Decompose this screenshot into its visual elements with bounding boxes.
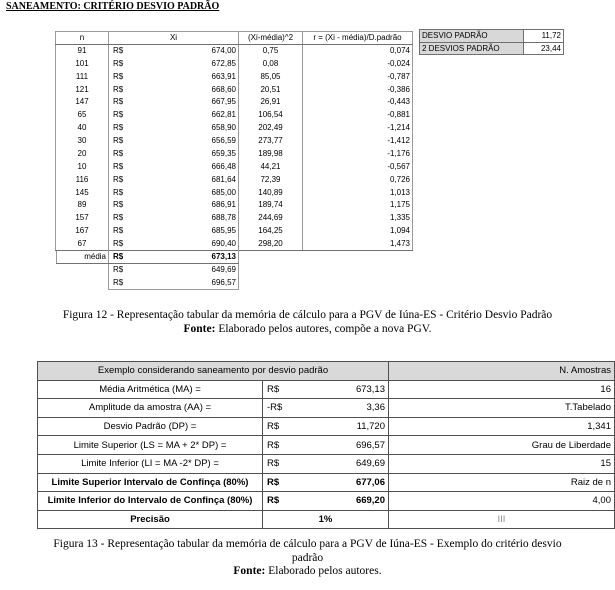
row-xi-value: 656,59 — [139, 135, 239, 148]
mean-row — [57, 251, 239, 264]
table-row — [56, 83, 413, 96]
row-r-value: 1,175 — [303, 199, 413, 212]
row-squared-diff: 106,54 — [239, 109, 303, 122]
row-xi-value: 690,40 — [139, 238, 239, 251]
row-n: 67 — [56, 238, 109, 251]
row-currency: R$ — [109, 199, 139, 212]
example-row — [38, 454, 615, 473]
header-n: n — [56, 32, 109, 45]
example-row-value: 677,06 — [293, 473, 389, 492]
row-r-value: -0,024 — [303, 57, 413, 70]
row-currency: R$ — [109, 160, 139, 173]
row-xi-value: 663,91 — [139, 70, 239, 83]
example-header-samples: N. Amostras — [389, 362, 615, 381]
example-row — [38, 473, 615, 492]
row-r-value: -1,412 — [303, 135, 413, 148]
table-row — [56, 96, 413, 109]
figure-13-source — [0, 565, 615, 579]
row-xi-value: 667,95 — [139, 96, 239, 109]
figure-13-title: Figura 13 - Representação tabular da memória de cálculo para a PGV de Iúna-ES - Exemplo do critério desvio — [53, 538, 562, 550]
row-xi-value: 658,90 — [139, 122, 239, 135]
row-currency: R$ — [109, 225, 139, 238]
lower-limit-currency: R$ — [109, 264, 139, 277]
figure-13-title-cont: padrão — [291, 551, 324, 564]
upper-limit-currency: R$ — [109, 276, 139, 289]
row-xi-value: 688,78 — [139, 212, 239, 225]
example-row — [38, 492, 615, 511]
row-squared-diff: 140,89 — [239, 186, 303, 199]
deviation-calc-table — [55, 31, 413, 251]
example-row-label: Desvio Padrão (DP) = — [38, 417, 263, 436]
example-header-title: Exemplo considerando saneamento por desvio padrão — [38, 362, 389, 381]
row-xi-value: 672,85 — [139, 57, 239, 70]
two-std-dev-label: 2 DESVIOS PADRÃO — [420, 42, 524, 55]
example-row-side: Grau de Liberdade — [389, 436, 615, 455]
table-row — [56, 199, 413, 212]
row-currency: R$ — [109, 212, 139, 225]
example-row-value: 669,20 — [293, 492, 389, 511]
row-currency: R$ — [109, 135, 139, 148]
row-currency: R$ — [109, 238, 139, 251]
row-r-value: 0,074 — [303, 45, 413, 58]
precision-label: Precisão — [38, 510, 263, 529]
example-row — [38, 380, 615, 399]
figure-12-caption — [0, 309, 615, 336]
row-n: 91 — [56, 45, 109, 58]
example-row-side: Raiz de n — [389, 473, 615, 492]
row-squared-diff: 72,39 — [239, 173, 303, 186]
table-row — [56, 225, 413, 238]
row-squared-diff: 298,20 — [239, 238, 303, 251]
example-row — [38, 436, 615, 455]
figure-12-title: Figura 12 - Representação tabular da memória de cálculo para a PGV de Iúna-ES - Critério Desvio Padrão — [62, 309, 553, 321]
mean-label: média — [57, 251, 109, 264]
row-squared-diff: 85,05 — [239, 70, 303, 83]
row-n: 89 — [56, 199, 109, 212]
row-n: 111 — [56, 70, 109, 83]
row-squared-diff: 44,21 — [239, 160, 303, 173]
row-n: 145 — [56, 186, 109, 199]
header-xi: Xi — [109, 32, 239, 45]
example-row-label: Limite Inferior do Intervalo de Confinça (80%) — [38, 492, 263, 511]
row-r-value: -0,443 — [303, 96, 413, 109]
upper-limit-row — [57, 276, 239, 289]
figure-12-source — [0, 323, 615, 337]
row-r-value: -0,386 — [303, 83, 413, 96]
table-row — [56, 212, 413, 225]
row-xi-value: 666,48 — [139, 160, 239, 173]
row-xi-value: 685,00 — [139, 186, 239, 199]
table-row — [56, 238, 413, 251]
example-row-side: T.Tabelado — [389, 399, 615, 418]
example-header-row — [38, 362, 615, 381]
figure-13-caption — [0, 538, 615, 579]
std-dev-label: DESVIO PADRÃO — [420, 30, 524, 43]
row-currency: R$ — [109, 45, 139, 58]
row-r-value: -0,787 — [303, 70, 413, 83]
example-row-currency: R$ — [263, 454, 293, 473]
row-n: 20 — [56, 148, 109, 161]
row-squared-diff: 26,91 — [239, 96, 303, 109]
table-row — [56, 160, 413, 173]
table-row — [56, 148, 413, 161]
table-row — [56, 70, 413, 83]
row-currency: R$ — [109, 57, 139, 70]
row-n: 65 — [56, 109, 109, 122]
mean-value: 673,13 — [139, 251, 239, 264]
row-currency: R$ — [109, 109, 139, 122]
two-std-dev-value: 23,44 — [524, 42, 564, 55]
row-squared-diff: 189,74 — [239, 199, 303, 212]
example-row — [38, 399, 615, 418]
row-n: 157 — [56, 212, 109, 225]
row-currency: R$ — [109, 70, 139, 83]
mean-currency: R$ — [109, 251, 139, 264]
example-row-side: 4,00 — [389, 492, 615, 511]
row-xi-value: 681,64 — [139, 173, 239, 186]
header-squared-diff: (Xi-média)^2 — [239, 32, 303, 45]
example-row-currency: R$ — [263, 436, 293, 455]
example-row-side: 1,341 — [389, 417, 615, 436]
row-n: 101 — [56, 57, 109, 70]
row-xi-value: 674,00 — [139, 45, 239, 58]
example-row-currency: R$ — [263, 380, 293, 399]
example-row-currency: R$ — [263, 492, 293, 511]
example-row-label: Amplitude da amostra (AA) = — [38, 399, 263, 418]
row-squared-diff: 20,51 — [239, 83, 303, 96]
deviation-box — [419, 29, 564, 55]
example-row-currency: R$ — [263, 473, 293, 492]
figure-13-source-label: Fonte: — [233, 565, 266, 577]
figure-13-source-text: Elaborado pelos autores. — [265, 565, 382, 577]
example-row-label: Limite Inferior (LI = MA -2* DP) = — [38, 454, 263, 473]
row-squared-diff: 189,98 — [239, 148, 303, 161]
table-header-row — [56, 32, 413, 45]
row-squared-diff: 0,75 — [239, 45, 303, 58]
row-xi-value: 659,35 — [139, 148, 239, 161]
table-row — [56, 109, 413, 122]
example-row-value: 649,69 — [293, 454, 389, 473]
section-title: SANEAMENTO: CRITÉRIO DESVIO PADRÃO — [6, 1, 220, 12]
header-r: r = (Xi - média)/D.padrão — [303, 32, 413, 45]
mean-summary — [56, 250, 239, 290]
example-row-label: Limite Superior (LS = MA + 2* DP) = — [38, 436, 263, 455]
row-xi-value: 686,91 — [139, 199, 239, 212]
row-n: 121 — [56, 83, 109, 96]
row-currency: R$ — [109, 148, 139, 161]
row-squared-diff: 273,77 — [239, 135, 303, 148]
row-r-value: -0,881 — [303, 109, 413, 122]
row-n: 30 — [56, 135, 109, 148]
row-n: 167 — [56, 225, 109, 238]
row-n: 147 — [56, 96, 109, 109]
row-r-value: 1,335 — [303, 212, 413, 225]
example-row-label: Média Aritmética (MA) = — [38, 380, 263, 399]
row-currency: R$ — [109, 186, 139, 199]
row-squared-diff: 244,69 — [239, 212, 303, 225]
row-currency: R$ — [109, 83, 139, 96]
std-dev-row — [420, 30, 564, 43]
example-row-label: Limite Superior Intervalo de Confinça (80%) — [38, 473, 263, 492]
row-r-value: -1,176 — [303, 148, 413, 161]
example-row-currency: -R$ — [263, 399, 293, 418]
row-n: 40 — [56, 122, 109, 135]
example-row-currency: R$ — [263, 417, 293, 436]
std-dev-value: 11,72 — [524, 30, 564, 43]
table-row — [56, 186, 413, 199]
row-r-value: 1,013 — [303, 186, 413, 199]
example-row-side: 15 — [389, 454, 615, 473]
lower-limit-value: 649,69 — [139, 264, 239, 277]
row-r-value: 0,726 — [303, 173, 413, 186]
precision-value: 1% — [263, 510, 389, 529]
upper-limit-value: 696,57 — [139, 276, 239, 289]
row-r-value: 1,473 — [303, 238, 413, 251]
table-row — [56, 173, 413, 186]
row-xi-value: 662,81 — [139, 109, 239, 122]
example-row-value: 673,13 — [293, 380, 389, 399]
example-row-side: 16 — [389, 380, 615, 399]
example-row-value: 696,57 — [293, 436, 389, 455]
example-row — [38, 417, 615, 436]
row-r-value: -1,214 — [303, 122, 413, 135]
row-r-value: -0,567 — [303, 160, 413, 173]
row-n: 116 — [56, 173, 109, 186]
row-xi-value: 668,60 — [139, 83, 239, 96]
example-row-value: 3,36 — [293, 399, 389, 418]
precision-side: III — [389, 510, 615, 529]
row-currency: R$ — [109, 122, 139, 135]
figure-12-source-text: Elaborado pelos autores, compõe a nova PGV. — [215, 322, 432, 335]
table-row — [56, 57, 413, 70]
row-squared-diff: 202,49 — [239, 122, 303, 135]
row-squared-diff: 164,25 — [239, 225, 303, 238]
row-currency: R$ — [109, 96, 139, 109]
lower-limit-row — [57, 264, 239, 277]
two-std-dev-row — [420, 42, 564, 55]
row-r-value: 1,094 — [303, 225, 413, 238]
example-table — [37, 361, 615, 529]
table-row — [56, 135, 413, 148]
example-row-value: 11,720 — [293, 417, 389, 436]
precision-row — [38, 510, 615, 529]
row-squared-diff: 0,08 — [239, 57, 303, 70]
table-row — [56, 45, 413, 58]
row-n: 10 — [56, 160, 109, 173]
row-currency: R$ — [109, 173, 139, 186]
row-xi-value: 685,95 — [139, 225, 239, 238]
figure-12-source-label: Fonte: — [183, 322, 216, 335]
table-row — [56, 122, 413, 135]
